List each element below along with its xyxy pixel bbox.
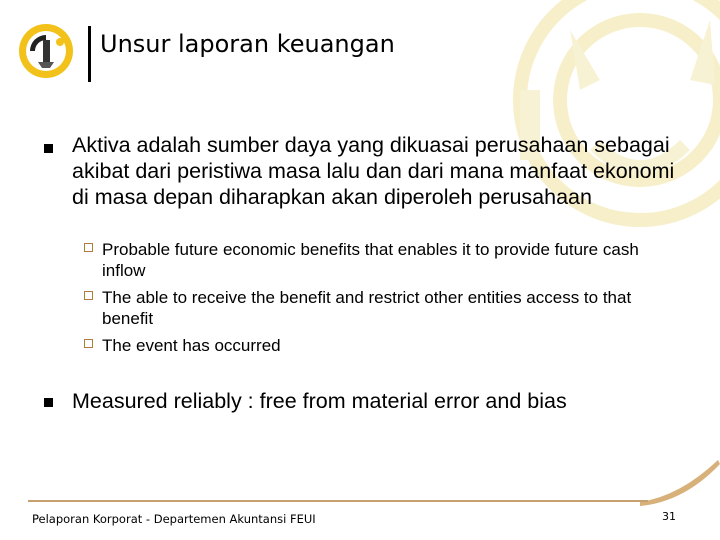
sub-item-text: The event has occurred (102, 336, 281, 355)
sub-item-text: The able to receive the benefit and restrict other entities access to that benefit (102, 288, 632, 328)
page-number: 31 (662, 510, 676, 523)
title-divider (88, 26, 91, 82)
checkbox-bullet-icon (84, 291, 93, 300)
bullet-text: Aktiva adalah sumber daya yang dikuasai perusahaan sebagai akibat dari peristiwa masa lalu dan dari mana manfaat ekonomi di masa depan diharapkan akan diperoleh perusahaan (72, 133, 675, 209)
sub-item-text: Probable future economic benefits that enables it to provide future cash inflow (102, 240, 639, 280)
slide-title: Unsur laporan keuangan (100, 30, 395, 58)
footer-swoosh-icon (640, 460, 720, 540)
bullet-text: Measured reliably : free from material error and bias (72, 389, 567, 413)
checkbox-bullet-icon (84, 339, 93, 348)
bullet-square-icon (44, 398, 53, 407)
checkbox-bullet-icon (84, 243, 93, 252)
footer-divider (28, 500, 648, 502)
footer-text: Pelaporan Korporat - Departemen Akuntansi FEUI (32, 512, 316, 526)
university-logo-icon (16, 22, 76, 80)
bullet-square-icon (44, 144, 53, 153)
watermark-seal-icon (460, 0, 720, 250)
